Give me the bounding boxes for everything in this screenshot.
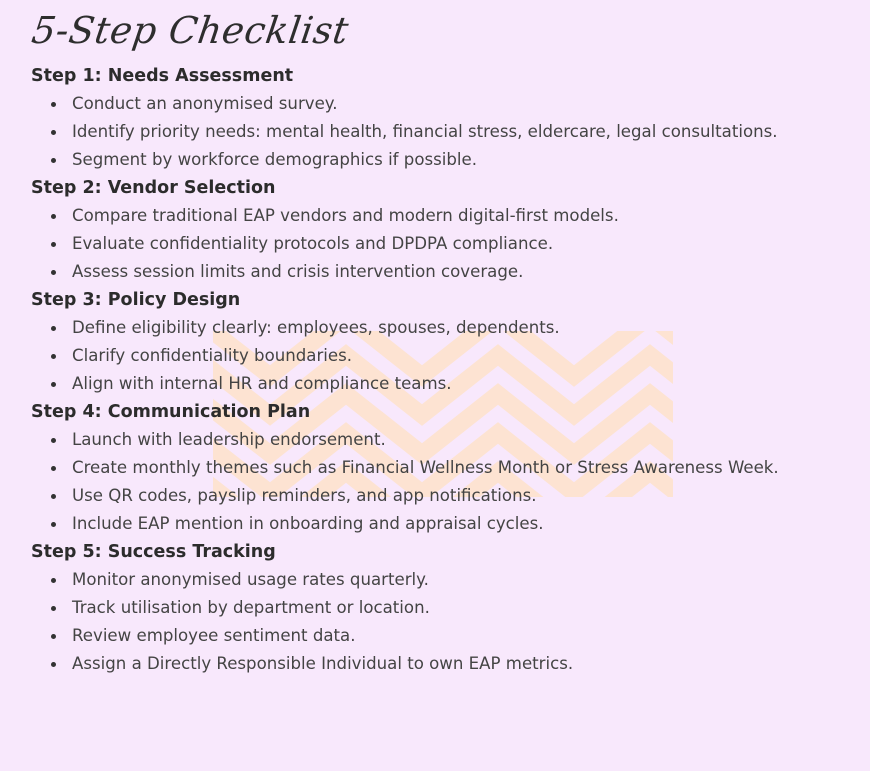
list-item-text: Compare traditional EAP vendors and modern digital-first models. <box>72 206 619 225</box>
list-item <box>51 426 842 454</box>
list-item-text: Include EAP mention in onboarding and appraisal cycles. <box>72 514 544 533</box>
bullet-icon <box>51 634 56 639</box>
bullet-icon <box>51 438 56 443</box>
bullet-icon <box>51 326 56 331</box>
list-item <box>51 454 842 482</box>
step-1-section <box>31 62 870 174</box>
list-item <box>51 118 842 146</box>
list-item <box>51 314 842 342</box>
list-item-text: Create monthly themes such as Financial Wellness Month or Stress Awareness Week. <box>72 458 779 477</box>
list-item <box>51 650 842 678</box>
step-2-section <box>31 174 870 286</box>
step-heading: Step 5: Success Tracking <box>31 542 276 562</box>
list-item <box>51 230 842 258</box>
list-item <box>51 258 842 286</box>
bullet-icon <box>51 578 56 583</box>
bullet-icon <box>51 382 56 387</box>
list-item-text: Identify priority needs: mental health, financial stress, eldercare, legal consultations. <box>72 122 778 141</box>
step-item-list <box>31 566 870 678</box>
step-heading: Step 4: Communication Plan <box>31 402 311 422</box>
bullet-icon <box>51 214 56 219</box>
step-item-list <box>31 426 870 538</box>
list-item-text: Monitor anonymised usage rates quarterly. <box>72 570 429 589</box>
list-item <box>51 566 842 594</box>
list-item-text: Review employee sentiment data. <box>72 626 356 645</box>
step-item-list <box>31 314 870 398</box>
list-item <box>51 622 842 650</box>
list-item-text: Conduct an anonymised survey. <box>72 94 338 113</box>
bullet-icon <box>51 130 56 135</box>
step-3-section <box>31 286 870 398</box>
bullet-icon <box>51 466 56 471</box>
list-item-text: Define eligibility clearly: employees, spouses, dependents. <box>72 318 560 337</box>
list-item-text: Assess session limits and crisis intervention coverage. <box>72 262 524 281</box>
list-item <box>51 342 842 370</box>
list-item <box>51 594 842 622</box>
list-item <box>51 510 842 538</box>
bullet-icon <box>51 242 56 247</box>
list-item-text: Use QR codes, payslip reminders, and app notifications. <box>72 486 537 505</box>
step-heading: Step 2: Vendor Selection <box>31 178 276 198</box>
list-item-text: Segment by workforce demographics if possible. <box>72 150 478 169</box>
step-heading: Step 1: Needs Assessment <box>31 66 294 86</box>
list-item <box>51 202 842 230</box>
bullet-icon <box>51 606 56 611</box>
page-title: 5-Step Checklist <box>29 9 352 52</box>
list-item-text: Align with internal HR and compliance teams. <box>72 374 452 393</box>
step-item-list <box>31 202 870 286</box>
step-heading: Step 3: Policy Design <box>31 290 241 310</box>
bullet-icon <box>51 270 56 275</box>
step-item-list <box>31 90 870 174</box>
list-item-text: Assign a Directly Responsible Individual to own EAP metrics. <box>72 654 574 673</box>
list-item-text: Clarify confidentiality boundaries. <box>72 346 353 365</box>
step-4-section <box>31 398 870 538</box>
list-item <box>51 482 842 510</box>
bullet-icon <box>51 158 56 163</box>
bullet-icon <box>51 102 56 107</box>
list-item-text: Launch with leadership endorsement. <box>72 430 386 449</box>
step-5-section <box>31 538 870 678</box>
list-item-text: Track utilisation by department or location. <box>72 598 430 617</box>
list-item-text: Evaluate confidentiality protocols and DPDPA compliance. <box>72 234 554 253</box>
list-item <box>51 146 842 174</box>
bullet-icon <box>51 354 56 359</box>
list-item <box>51 370 842 398</box>
bullet-icon <box>51 522 56 527</box>
bullet-icon <box>51 662 56 667</box>
bullet-icon <box>51 494 56 499</box>
list-item <box>51 90 842 118</box>
